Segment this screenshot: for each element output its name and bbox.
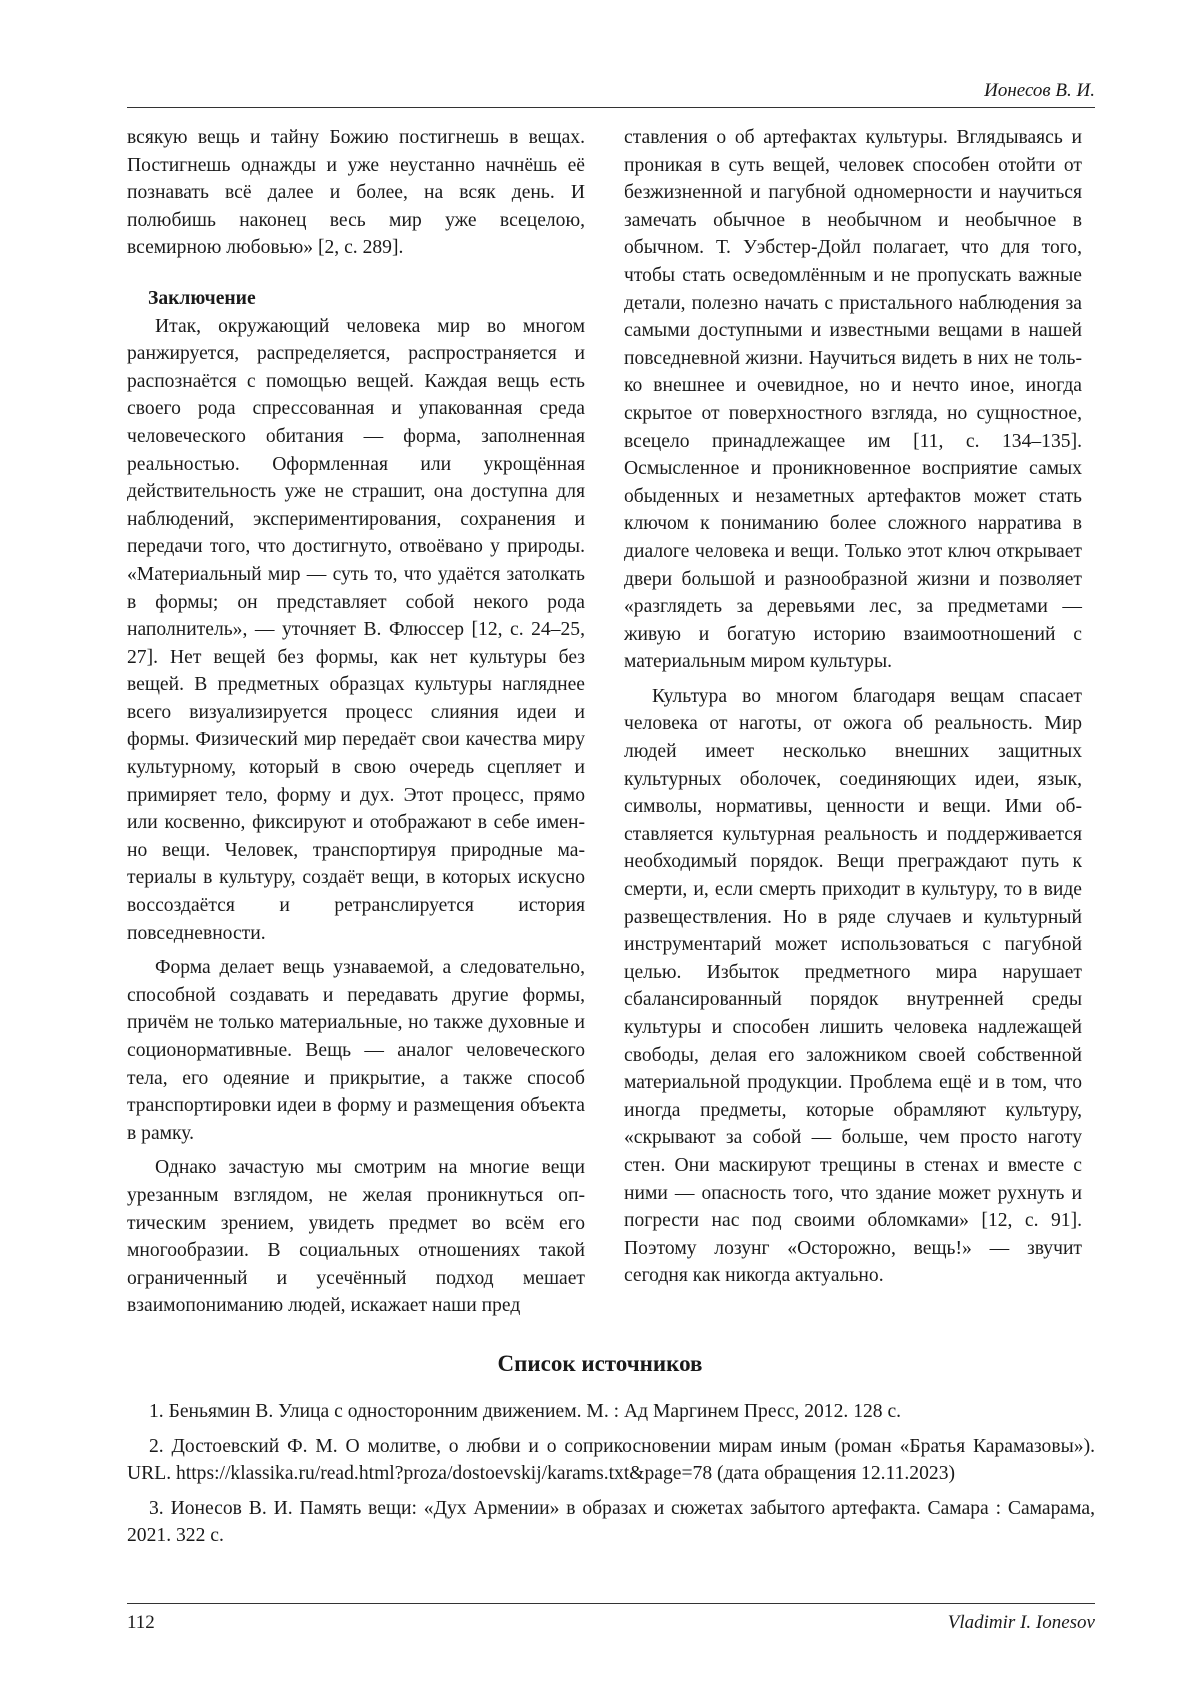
reference-number: 3. (149, 1497, 164, 1519)
reference-text: Ионесов В. И. Память вещи: «Дух Армении» в образах и сюжетах забытого артефакта. Самара : Самарама, 2021. 322 с. (127, 1497, 1095, 1547)
paragraph: Форма делает вещь узнаваемой, а следовательно, способной создавать и передавать другие формы, причём не только материальные, но также духовные и соционормативные. Вещь — аналог человеческого тела, его одеяние и прикрытие, а также способ транспортировки идеи в форму и размещения объекта в рамку. (127, 957, 585, 1144)
footer-rule (127, 1603, 1095, 1604)
right-column (624, 124, 1082, 1290)
reference-number: 1. (149, 1401, 164, 1422)
paragraph: Итак, окружающий человека мир во многом ранжируется, распределяется, распространяется и распознаётся с помощью вещей. Каждая вещь есть своего рода спрессованная и упакованная среда человеческого обитания — форма, заполненная реальностью. Оформленная или укрощённая действительность уже не страшит, она доступна для наблюдений, экспериментирования, сохранения и передачи того, что достигнуто, отвоёвано у природы. «Материальный мир — суть то, что удаётся затолкать в формы; он представляет собой некого рода наполнитель», — уточняет В. Флюссер [12, с. 24–25, 27]. Нет вещей без формы, как нет культуры без вещей. В предметных образцах культуры нагляднее всего визуализируется процесс слияния идеи и формы. Физический мир передаёт свои качества миру культурному, который в свою очередь сцепляет и примиряет тело, форму и дух. Этот процесс, прямо или косвенно, фиксируют и отображают в себе именно вещи. Человек, транспортируя природные материалы в культуру, создаёт вещи, в которых искусно воссоздаётся и ретранслируется история повседневности. (127, 315, 585, 944)
header-rule (127, 107, 1095, 108)
running-footer-author: Vladimir I. Ionesov (947, 1612, 1095, 1633)
reference-item (127, 1495, 1095, 1550)
reference-text: Беньямин В. Улица с односторонним движением. М. : Ад Маргинем Пресс, 2012. 128 с. (168, 1401, 902, 1422)
reference-number: 2. (149, 1435, 164, 1457)
paragraph: Однако зачастую мы смотрим на многие вещи урезанным взглядом, не желая проникнуться оптическим зрением, увидеть предмет во всём его многообразии. В социальных отношениях такой ограниченный и усечённый подход мешает взаимопониманию людей, искажает наши пред (127, 1157, 585, 1317)
section-heading-conclusion: Заключение (148, 287, 256, 309)
reference-text: Достоевский Ф. М. О молитве, о любви и о соприкосновении мирам иным (роман «Братья Карамазовы»). URL. https://klassika.ru/read.html?proza/dostoevskij/karams.txt&page=78 (дата обращения 12.11.2023) (127, 1435, 1095, 1485)
paragraph: всякую вещь и тайну Божию постигнешь в вещах. Постигнешь однажды и уже неустанно начнёшь её познавать всё далее и более, на всяк день. И полюбишь наконец весь мир уже всецелою, всемирною любовью» [2, с. 289]. (127, 127, 585, 259)
reference-item (127, 1398, 1095, 1426)
page-number: 112 (127, 1612, 155, 1633)
left-column (127, 124, 585, 1320)
paragraph: Культура во многом благодаря вещам спасает человека от наготы, от ожога об реальность. Мир людей имеет несколько внешних защитных культурных оболочек, соединяющих идеи, язык, символы, нормативы, ценности и вещи. Ими обставляется культурная реальность и поддерживается необходимый порядок. Вещи преграждают путь к смерти, и, если смерть приходит в культуру, то в виде развеществления. Но в ряде случаев и культурный инструментарий может использоваться с пагубной целью. Избыток предметного мира нарушает сбалансированный порядок внутренней среды культуры и способен лишить человека надлежащей свободы, делая его заложником своей собственной материальной продукции. Проблема ещё и в том, что иногда предметы, которые обрамляют культуру, «скрывают за собой — больше, чем просто наготу стен. Они маскируют трещины в стенах и вместе с ними — опасность того, что здание может рухнуть и погрести нас под своими обломками» [12, с. 91]. Поэтому лозунг «Осторожно, вещь!» — звучит сегодня как никогда актуально. (624, 685, 1082, 1287)
reference-item (127, 1433, 1095, 1488)
running-header-author: Ионесов В. И. (984, 80, 1095, 101)
references-list (127, 1398, 1095, 1557)
references-title: Список источников (497, 1351, 703, 1376)
paragraph: ставления о об артефактах культуры. Вглядываясь и проникая в суть вещей, человек способен отойти от безжизненной и пагубной одномерности и научиться замечать обычное в необычном и необычное в обычном. Т. Уэбстер-Дойл полагает, что для того, чтобы стать осведомлённым и не пропускать важные детали, полезно начать с пристального наблюдения за самыми доступными и известными вещами в нашей повседневной жизни. Научиться видеть в них не только внешнее и очевидное, но и нечто иное, иногда скрытое от поверхностного взгляда, но сущностное, всецело принадлежащее им [11, с. 134–135]. Осмысленное и проникновенное восприятие самых обыденных и незаметных артефактов может стать ключом к пониманию более сложного нарратива в диалоге человека и вещи. Только этот ключ открывает двери большой и разнообразной жизни и позволяет «разглядеть за деревьями лес, за предметами — живую и богатую историю взаимоотношений с материальным миром культуры. (624, 127, 1082, 673)
